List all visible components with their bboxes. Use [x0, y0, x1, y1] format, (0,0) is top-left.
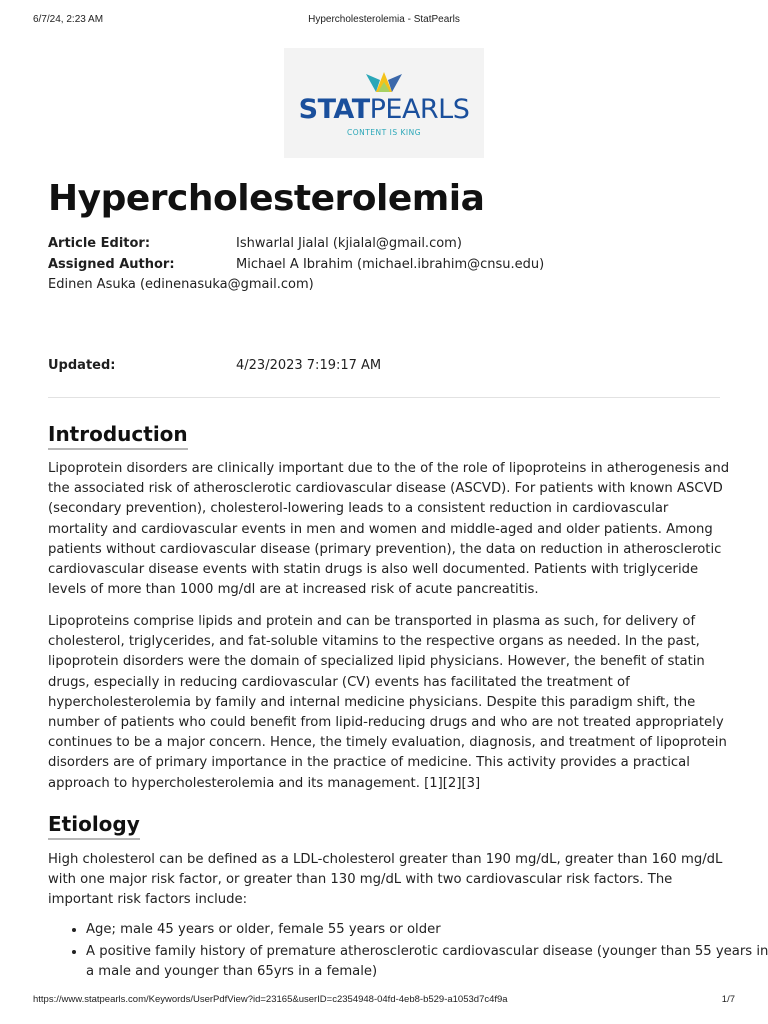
introduction-paragraph-2: Lipoproteins comprise lipids and protein and can be transported in plasma as such, for delivery of cholesterol, triglycerides, and fat-soluble vitamins to the respective organs as needed. In the past, lipoprotein disorders were the domain of specialized lipid physicians. However, the benefit of statin drugs, especially in reducing cardiovascular (CV) events has facilitated the treatment of hypercholesterolemia by family and internal medicine physicians. Despite this paradigm shift, the number of patients who could benefit from lipid-reducing drugs and who are not treated appropriately continues to be a major concern. Hence, the timely evaluation, diagnosis, and treatment of lipoprotein disorders are of primary importance in the practice of medicine. This activity provides a practical approach to hypercholesterolemia and its management. [1][2][3] [48, 614, 727, 791]
statpearls-logo [284, 48, 484, 158]
coauthor: Edinen Asuka (edinenasuka@gmail.com) [48, 277, 314, 292]
introduction-paragraph-1: Lipoprotein disorders are clinically important due to the of the role of lipoproteins in atherogenesis and the associated risk of atherosclerotic cardiovascular disease (ASCVD). For patients with known ASCVD (secondary prevention), cholesterol-lowering leads to a consistent reduction in cardiovascular mortality and cardiovascular events in men and women and middle-aged and older patients. Among patients without cardiovascular disease (primary prevention), the data on reduction in atherosclerotic cardiovascular disease events with statin drugs is also well documented. Patients with triglyceride levels of more than 1000 mg/dl are at increased risk of acute pancreatitis. [48, 461, 730, 598]
print-page-title: Hypercholesterolemia - StatPearls [308, 14, 460, 25]
print-footer [33, 994, 735, 1008]
etiology-paragraph-1: High cholesterol can be defined as a LDL-cholesterol greater than 190 mg/dL, greater than 160 mg/dL with one major risk factor, or greater than 130 mg/dL with two cardiovascular risk factors. The important risk factors include: [48, 852, 723, 908]
introduction-heading: Introduction [48, 422, 188, 450]
print-url: https://www.statpearls.com/Keywords/UserPdfView?id=23165&userID=c2354948-04fd-4eb8-b529-a1053d7c4f9a [33, 994, 508, 1005]
risk-factor-list [48, 920, 768, 985]
print-header [33, 14, 735, 28]
logo-word-pearls: PEARLS [369, 94, 470, 125]
updated-value: 4/23/2023 7:19:17 AM [236, 358, 382, 373]
list-item: • A positive family history of premature atherosclerotic cardiovascular disease (younger than 55 years in a male and younger than 65yrs in a female) [86, 942, 768, 982]
editor-label: Article Editor: [48, 236, 151, 251]
list-item: • Age; male 45 years or older, female 55 years or older [86, 920, 768, 940]
author-label: Assigned Author: [48, 257, 175, 272]
print-datetime: 6/7/24, 2:23 AM [33, 14, 104, 25]
divider [48, 397, 720, 398]
print-page-number: 1/7 [721, 994, 735, 1005]
logo-wordmark [296, 94, 472, 125]
author-value: Michael A Ibrahim (michael.ibrahim@cnsu.edu) [236, 257, 545, 272]
etiology-heading: Etiology [48, 812, 140, 840]
crown-icon [364, 70, 404, 94]
logo-word-stat: STAT [298, 94, 370, 125]
updated-label: Updated: [48, 358, 116, 373]
logo-tagline: CONTENT IS KING [346, 128, 422, 137]
article-title: Hypercholesterolemia [48, 178, 485, 219]
editor-value: Ishwarlal Jialal (kjialal@gmail.com) [236, 236, 462, 251]
